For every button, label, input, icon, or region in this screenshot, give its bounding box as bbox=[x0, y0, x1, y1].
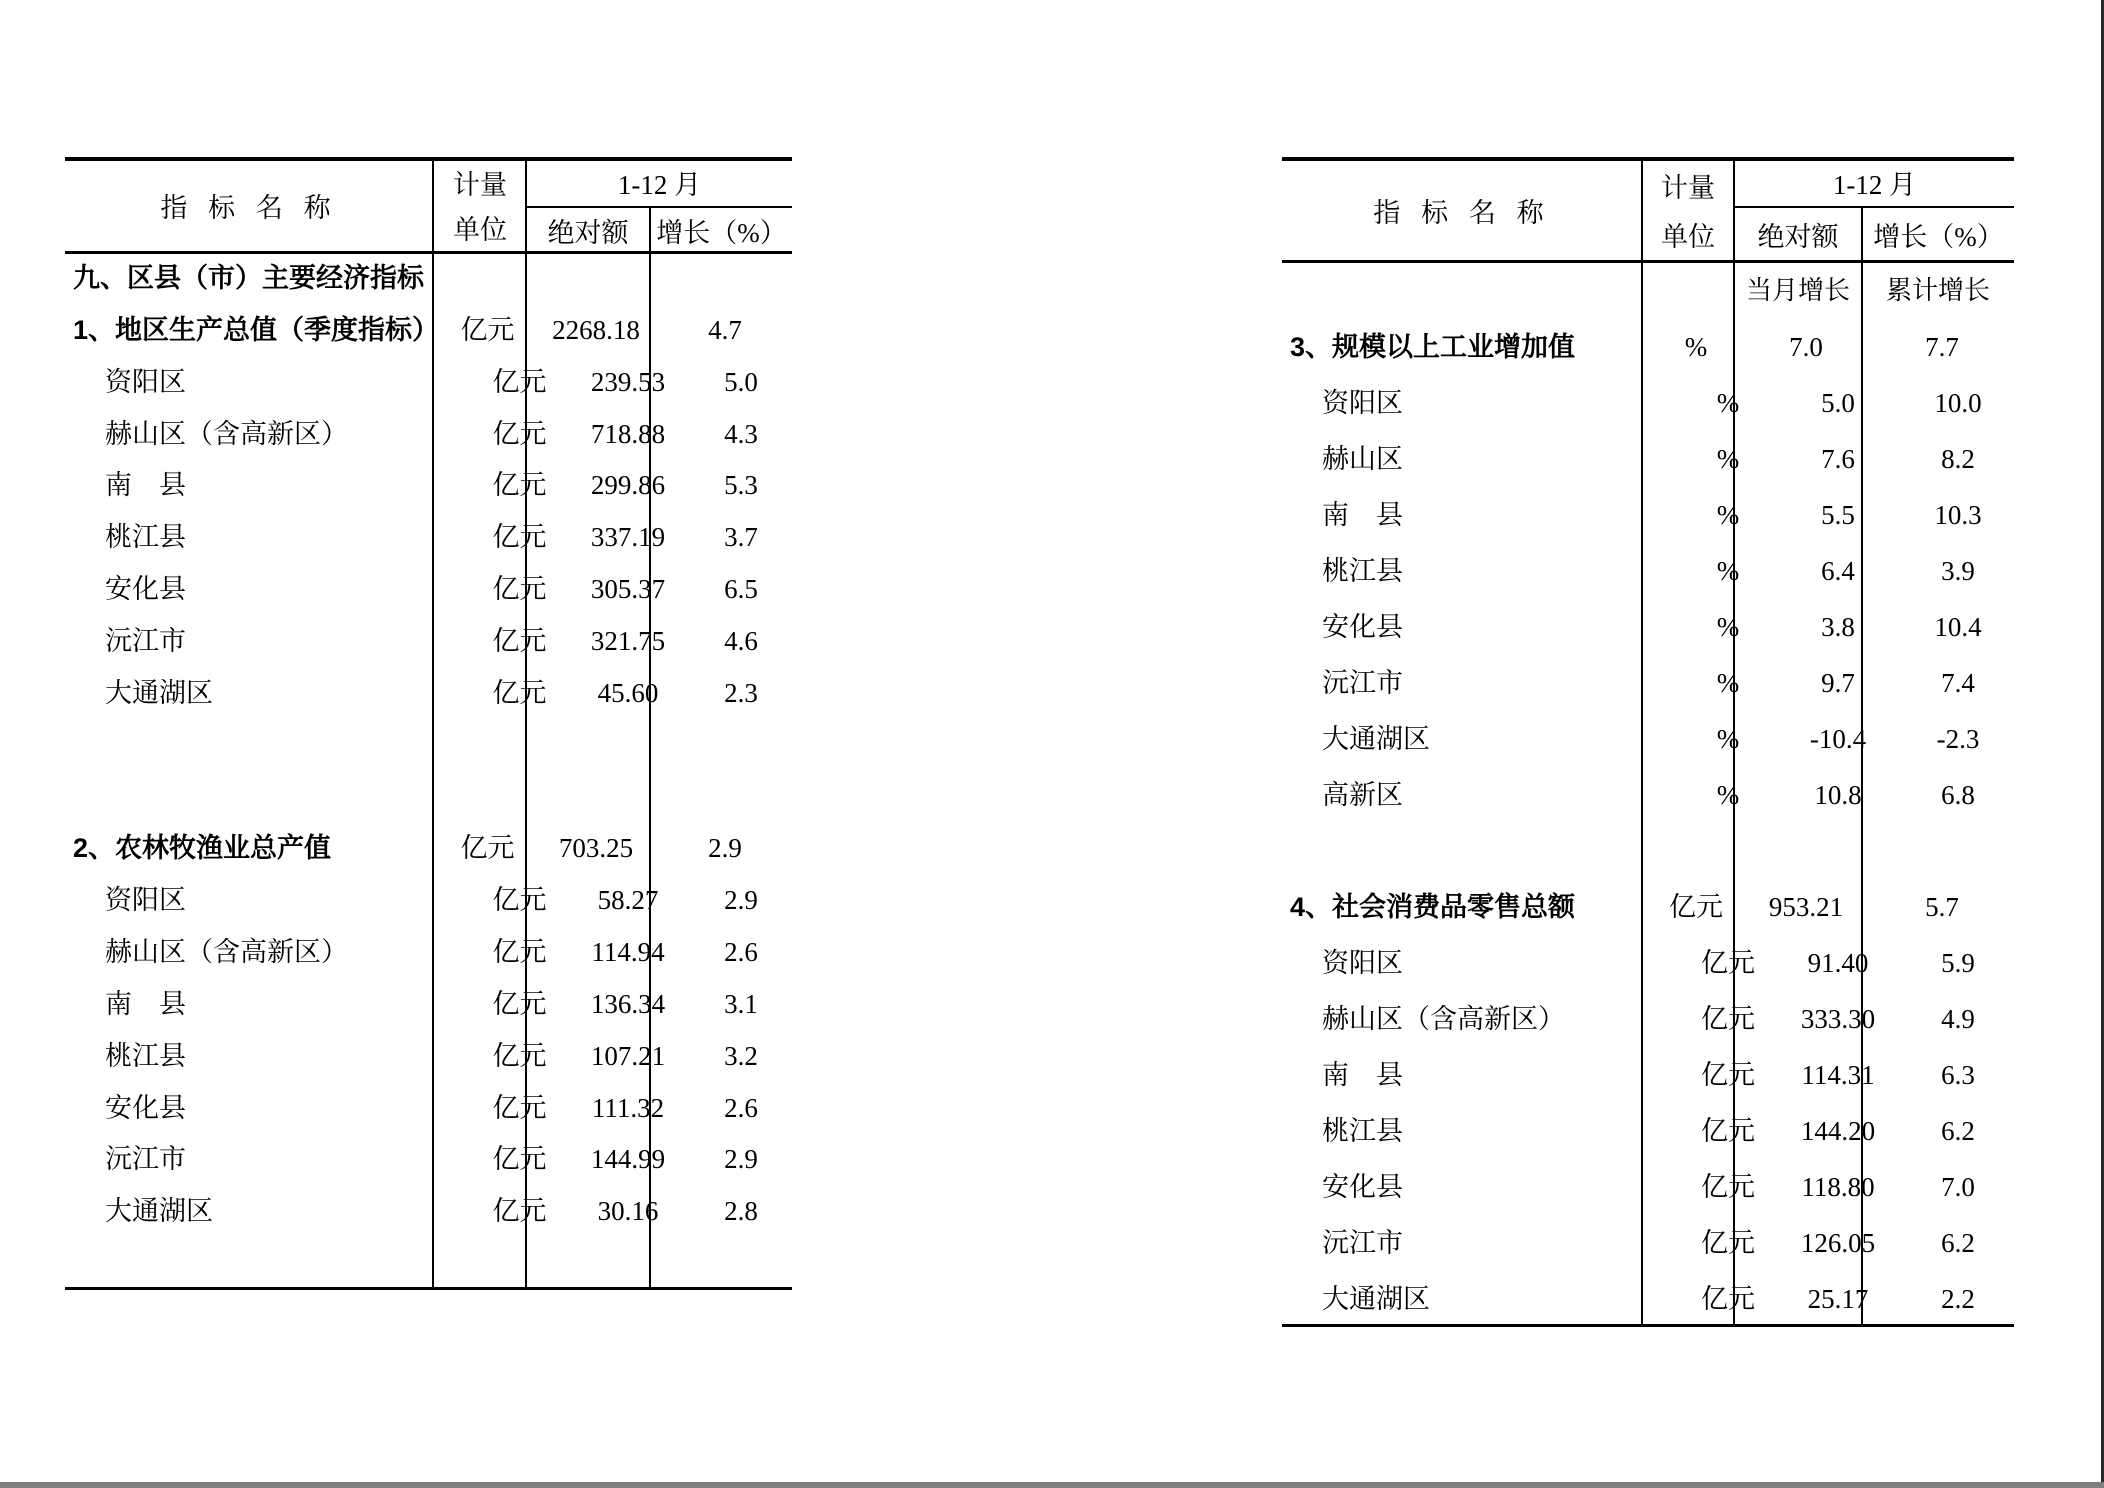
indicator-name-cell: 资阳区 bbox=[1322, 388, 1403, 418]
indicator-name-cell: 资阳区 bbox=[105, 885, 186, 916]
unit-header-line2: 单位 bbox=[453, 215, 507, 245]
absolute-value-cell: 45.60 bbox=[597, 677, 659, 708]
absolute-value-cell: 25.17 bbox=[1807, 1284, 1869, 1314]
absolute-value-cell: 91.40 bbox=[1807, 948, 1869, 978]
indicator-name-cell: 南 县 bbox=[1322, 500, 1403, 530]
growth-value-cell: 累计增长 bbox=[1885, 276, 1990, 305]
unit-cell: 亿元 bbox=[460, 314, 515, 345]
absolute-value-cell: 当月增长 bbox=[1745, 276, 1850, 305]
table-row bbox=[1282, 935, 2014, 991]
growth-value-cell: 2.6 bbox=[724, 1092, 758, 1123]
unit-cell bbox=[433, 1238, 526, 1290]
table-row bbox=[65, 357, 792, 409]
unit-header-line2: 单位 bbox=[1661, 221, 1715, 252]
absolute-value-cell: 111.32 bbox=[591, 1092, 665, 1123]
indicator-name-cell: 安化县 bbox=[105, 574, 186, 605]
absolute-value-cell: 7.0 bbox=[1789, 332, 1823, 362]
growth-value-cell: 5.0 bbox=[724, 366, 758, 397]
unit-header bbox=[435, 157, 525, 253]
growth-value-cell: 2.9 bbox=[708, 833, 742, 864]
unit-cell: 亿元 bbox=[492, 677, 547, 708]
unit-cell: % bbox=[1716, 612, 1740, 642]
indicator-name-cell: 大通湖区 bbox=[1322, 724, 1430, 754]
indicator-name-cell: 资阳区 bbox=[105, 366, 186, 397]
indicator-name-header: 指 标 名 称 bbox=[160, 192, 338, 223]
growth-value-cell: 7.7 bbox=[1925, 332, 1959, 362]
table-row bbox=[65, 616, 792, 668]
growth-value-cell: 2.9 bbox=[724, 885, 758, 916]
absolute-value-cell: 144.99 bbox=[590, 1144, 666, 1175]
table-row bbox=[65, 720, 792, 772]
growth-value-cell: 8.2 bbox=[1941, 444, 1975, 474]
table-row bbox=[1282, 487, 2014, 543]
window-bottom-bar bbox=[0, 1482, 2104, 1488]
unit-cell: 亿元 bbox=[492, 574, 547, 605]
unit-header bbox=[1643, 157, 1733, 263]
unit-cell: 亿元 bbox=[1701, 1172, 1755, 1202]
unit-cell: 亿元 bbox=[492, 988, 547, 1019]
indicator-name-header: 指 标 名 称 bbox=[1373, 197, 1551, 228]
unit-cell: 亿元 bbox=[1701, 1004, 1755, 1034]
indicator-name-cell: 资阳区 bbox=[1322, 948, 1403, 978]
indicator-name-cell bbox=[1282, 263, 1642, 319]
table-row bbox=[65, 875, 792, 927]
unit-cell: % bbox=[1716, 388, 1740, 418]
unit-cell bbox=[1642, 823, 1734, 879]
table-row bbox=[65, 1238, 792, 1290]
absolute-value-cell: 3.8 bbox=[1821, 612, 1855, 642]
unit-cell bbox=[441, 253, 534, 305]
absolute-value-cell: 114.31 bbox=[1801, 1060, 1875, 1090]
absolute-value-cell: 239.53 bbox=[590, 366, 666, 397]
indicator-name-cell: 安化县 bbox=[105, 1092, 186, 1123]
absolute-value-cell: 6.4 bbox=[1821, 556, 1855, 586]
growth-value-cell: 7.0 bbox=[1941, 1172, 1975, 1202]
indicator-name-cell bbox=[1282, 823, 1642, 879]
unit-cell: 亿元 bbox=[1701, 1116, 1755, 1146]
indicator-name-cell: 南 县 bbox=[1322, 1060, 1403, 1090]
growth-value-cell: 5.3 bbox=[724, 470, 758, 501]
absolute-value-cell bbox=[534, 253, 658, 305]
unit-cell: 亿元 bbox=[492, 1040, 547, 1071]
growth-value-cell: 2.3 bbox=[724, 677, 758, 708]
unit-cell: 亿元 bbox=[492, 522, 547, 553]
indicator-name-cell: 桃江县 bbox=[1322, 1116, 1403, 1146]
table-row bbox=[65, 979, 792, 1031]
indicator-name-cell: 桃江县 bbox=[1322, 556, 1403, 586]
unit-cell: 亿元 bbox=[492, 366, 547, 397]
indicator-name-cell: 桃江县 bbox=[105, 522, 186, 553]
table-row bbox=[1282, 1215, 2014, 1271]
growth-value-cell: 6.3 bbox=[1941, 1060, 1975, 1090]
unit-cell: 亿元 bbox=[492, 936, 547, 967]
indicator-name-cell: 大通湖区 bbox=[105, 677, 213, 708]
unit-cell: 亿元 bbox=[492, 1144, 547, 1175]
unit-cell bbox=[433, 771, 526, 823]
absolute-header: 绝对额 bbox=[1757, 221, 1839, 252]
table-row bbox=[1282, 1103, 2014, 1159]
growth-value-cell bbox=[650, 771, 792, 823]
growth-value-cell: 7.4 bbox=[1941, 668, 1975, 698]
absolute-value-cell: 321.75 bbox=[590, 625, 666, 656]
table-row bbox=[65, 668, 792, 720]
table-row bbox=[1282, 879, 2014, 935]
growth-value-cell: 2.6 bbox=[724, 936, 758, 967]
absolute-value-cell: 703.25 bbox=[558, 833, 634, 864]
unit-cell: % bbox=[1716, 500, 1740, 530]
unit-cell bbox=[433, 720, 526, 772]
table-row bbox=[1282, 655, 2014, 711]
unit-header-line1: 计量 bbox=[1661, 173, 1715, 204]
indicator-name-cell: 沅江市 bbox=[105, 625, 186, 656]
absolute-value-cell: 144.20 bbox=[1800, 1116, 1876, 1146]
growth-value-cell: 6.8 bbox=[1941, 780, 1975, 810]
table-row bbox=[1282, 431, 2014, 487]
table-row bbox=[1282, 263, 2014, 319]
table-row bbox=[1282, 543, 2014, 599]
absolute-value-cell: 118.80 bbox=[1801, 1172, 1875, 1202]
growth-value-cell bbox=[1862, 823, 2014, 879]
table-row bbox=[1282, 599, 2014, 655]
absolute-value-cell bbox=[526, 771, 650, 823]
growth-value-cell bbox=[650, 1238, 792, 1290]
indicator-name-cell: 大通湖区 bbox=[105, 1196, 213, 1227]
unit-cell: % bbox=[1716, 724, 1740, 754]
table-row bbox=[1282, 319, 2014, 375]
indicator-name-cell: 赫山区（含高新区） bbox=[105, 936, 348, 967]
indicator-name-cell bbox=[65, 720, 433, 772]
unit-cell: % bbox=[1716, 780, 1740, 810]
table-row bbox=[65, 512, 792, 564]
growth-value-cell bbox=[650, 720, 792, 772]
indicator-name-cell bbox=[65, 771, 433, 823]
absolute-value-cell bbox=[1734, 823, 1862, 879]
growth-value-cell: 6.5 bbox=[724, 574, 758, 605]
indicator-name-cell: 高新区 bbox=[1322, 780, 1403, 810]
indicator-name-cell: 沅江市 bbox=[105, 1144, 186, 1175]
table-row bbox=[1282, 375, 2014, 431]
indicator-name-cell: 赫山区 bbox=[1322, 444, 1403, 474]
absolute-value-cell: 136.34 bbox=[590, 988, 666, 1019]
absolute-value-cell: 30.16 bbox=[597, 1196, 659, 1227]
economic-indicators-table-left bbox=[65, 157, 792, 1290]
table-row bbox=[65, 460, 792, 512]
absolute-value-cell: 337.19 bbox=[590, 522, 666, 553]
unit-cell: 亿元 bbox=[492, 1092, 547, 1123]
indicator-name-cell: 安化县 bbox=[1322, 1172, 1403, 1202]
growth-header: 增长（%） bbox=[1873, 221, 2004, 252]
table-body bbox=[1282, 263, 2014, 1327]
table-row bbox=[1282, 991, 2014, 1047]
unit-cell: % bbox=[1716, 556, 1740, 586]
indicator-name-cell: 赫山区（含高新区） bbox=[105, 418, 348, 449]
unit-cell: % bbox=[1716, 444, 1740, 474]
table-row bbox=[1282, 1271, 2014, 1327]
unit-cell: 亿元 bbox=[492, 1196, 547, 1227]
table-row bbox=[65, 771, 792, 823]
indicator-name-cell: 3、规模以上工业增加值 bbox=[1290, 332, 1576, 362]
growth-value-cell: 5.9 bbox=[1941, 948, 1975, 978]
growth-value-cell: 2.8 bbox=[724, 1196, 758, 1227]
indicator-name-cell: 沅江市 bbox=[1322, 668, 1403, 698]
indicator-name-cell: 南 县 bbox=[105, 470, 186, 501]
growth-value-cell: 10.3 bbox=[1934, 500, 1982, 530]
unit-cell: 亿元 bbox=[1701, 1060, 1755, 1090]
absolute-value-cell: 10.8 bbox=[1814, 780, 1862, 810]
table-row bbox=[1282, 1047, 2014, 1103]
growth-value-cell: 6.2 bbox=[1941, 1228, 1975, 1258]
table-row bbox=[65, 1083, 792, 1135]
unit-cell: 亿元 bbox=[460, 833, 515, 864]
table-row bbox=[65, 1031, 792, 1083]
unit-cell: 亿元 bbox=[1701, 948, 1755, 978]
unit-cell: 亿元 bbox=[492, 470, 547, 501]
absolute-value-cell: 58.27 bbox=[597, 885, 659, 916]
unit-cell bbox=[1642, 263, 1734, 319]
period-header: 1-12 月 bbox=[1832, 169, 1917, 200]
growth-value-cell: 3.1 bbox=[724, 988, 758, 1019]
unit-cell: % bbox=[1684, 332, 1708, 362]
growth-value-cell: 4.7 bbox=[708, 314, 742, 345]
table-row bbox=[1282, 711, 2014, 767]
growth-value-cell: -2.3 bbox=[1936, 724, 1980, 754]
table-row bbox=[65, 1186, 792, 1238]
table-row bbox=[65, 253, 792, 305]
absolute-value-cell: 9.7 bbox=[1821, 668, 1855, 698]
indicator-name-cell bbox=[65, 1238, 433, 1290]
table-row bbox=[1282, 823, 2014, 879]
growth-value-cell: 3.2 bbox=[724, 1040, 758, 1071]
growth-value-cell: 4.9 bbox=[1941, 1004, 1975, 1034]
unit-cell: 亿元 bbox=[1669, 892, 1723, 922]
table-row bbox=[1282, 1159, 2014, 1215]
growth-value-cell: 2.2 bbox=[1941, 1284, 1975, 1314]
indicator-name-cell: 九、区县（市）主要经济指标 bbox=[73, 263, 424, 293]
absolute-value-cell: 7.6 bbox=[1821, 444, 1855, 474]
absolute-header: 绝对额 bbox=[547, 217, 629, 248]
growth-value-cell: 3.7 bbox=[724, 522, 758, 553]
indicator-name-cell: 安化县 bbox=[1322, 612, 1403, 642]
unit-cell: 亿元 bbox=[492, 418, 547, 449]
absolute-value-cell: -10.4 bbox=[1809, 724, 1867, 754]
absolute-value-cell: 953.21 bbox=[1768, 892, 1844, 922]
growth-value-cell: 3.9 bbox=[1941, 556, 1975, 586]
growth-value-cell: 6.2 bbox=[1941, 1116, 1975, 1146]
growth-value-cell: 5.7 bbox=[1925, 892, 1959, 922]
indicator-name-cell: 赫山区（含高新区） bbox=[1322, 1004, 1565, 1034]
unit-cell: 亿元 bbox=[492, 625, 547, 656]
absolute-value-cell: 5.0 bbox=[1821, 388, 1855, 418]
indicator-name-cell: 大通湖区 bbox=[1322, 1284, 1430, 1314]
table-row bbox=[65, 1134, 792, 1186]
indicator-name-cell: 1、地区生产总值（季度指标） bbox=[73, 314, 440, 345]
growth-value-cell: 4.6 bbox=[724, 625, 758, 656]
growth-value-cell: 10.0 bbox=[1934, 388, 1982, 418]
unit-cell: 亿元 bbox=[492, 885, 547, 916]
unit-cell: % bbox=[1716, 668, 1740, 698]
growth-value-cell: 2.9 bbox=[724, 1144, 758, 1175]
absolute-value-cell: 114.94 bbox=[591, 936, 665, 967]
indicator-name-cell: 桃江县 bbox=[105, 1040, 186, 1071]
table-row bbox=[65, 409, 792, 461]
absolute-value-cell: 5.5 bbox=[1821, 500, 1855, 530]
unit-cell: 亿元 bbox=[1701, 1284, 1755, 1314]
absolute-value-cell: 126.05 bbox=[1800, 1228, 1876, 1258]
economic-indicators-table-right bbox=[1282, 157, 2014, 1327]
absolute-value-cell: 718.88 bbox=[590, 418, 666, 449]
unit-cell: 亿元 bbox=[1701, 1228, 1755, 1258]
indicator-name-cell: 4、社会消费品零售总额 bbox=[1290, 892, 1576, 922]
indicator-name-cell: 沅江市 bbox=[1322, 1228, 1403, 1258]
unit-header-line1: 计量 bbox=[453, 170, 507, 200]
growth-value-cell: 10.4 bbox=[1934, 612, 1982, 642]
absolute-value-cell: 2268.18 bbox=[552, 314, 640, 345]
absolute-value-cell bbox=[526, 720, 650, 772]
growth-header: 增长（%） bbox=[656, 217, 787, 248]
table-row bbox=[65, 305, 792, 357]
indicator-name-cell: 2、农林牧渔业总产值 bbox=[73, 833, 332, 864]
growth-value-cell: 4.3 bbox=[724, 418, 758, 449]
table-row bbox=[65, 823, 792, 875]
absolute-value-cell: 299.86 bbox=[590, 470, 666, 501]
table-body bbox=[65, 253, 792, 1290]
table-row bbox=[65, 927, 792, 979]
table-row bbox=[1282, 767, 2014, 823]
indicator-name-cell: 南 县 bbox=[105, 988, 186, 1019]
absolute-value-cell: 107.21 bbox=[590, 1040, 666, 1071]
period-header: 1-12 月 bbox=[617, 169, 702, 200]
absolute-value-cell bbox=[526, 1238, 650, 1290]
growth-value-cell bbox=[658, 253, 792, 305]
absolute-value-cell: 333.30 bbox=[1800, 1004, 1876, 1034]
table-row bbox=[65, 564, 792, 616]
absolute-value-cell: 305.37 bbox=[590, 574, 666, 605]
